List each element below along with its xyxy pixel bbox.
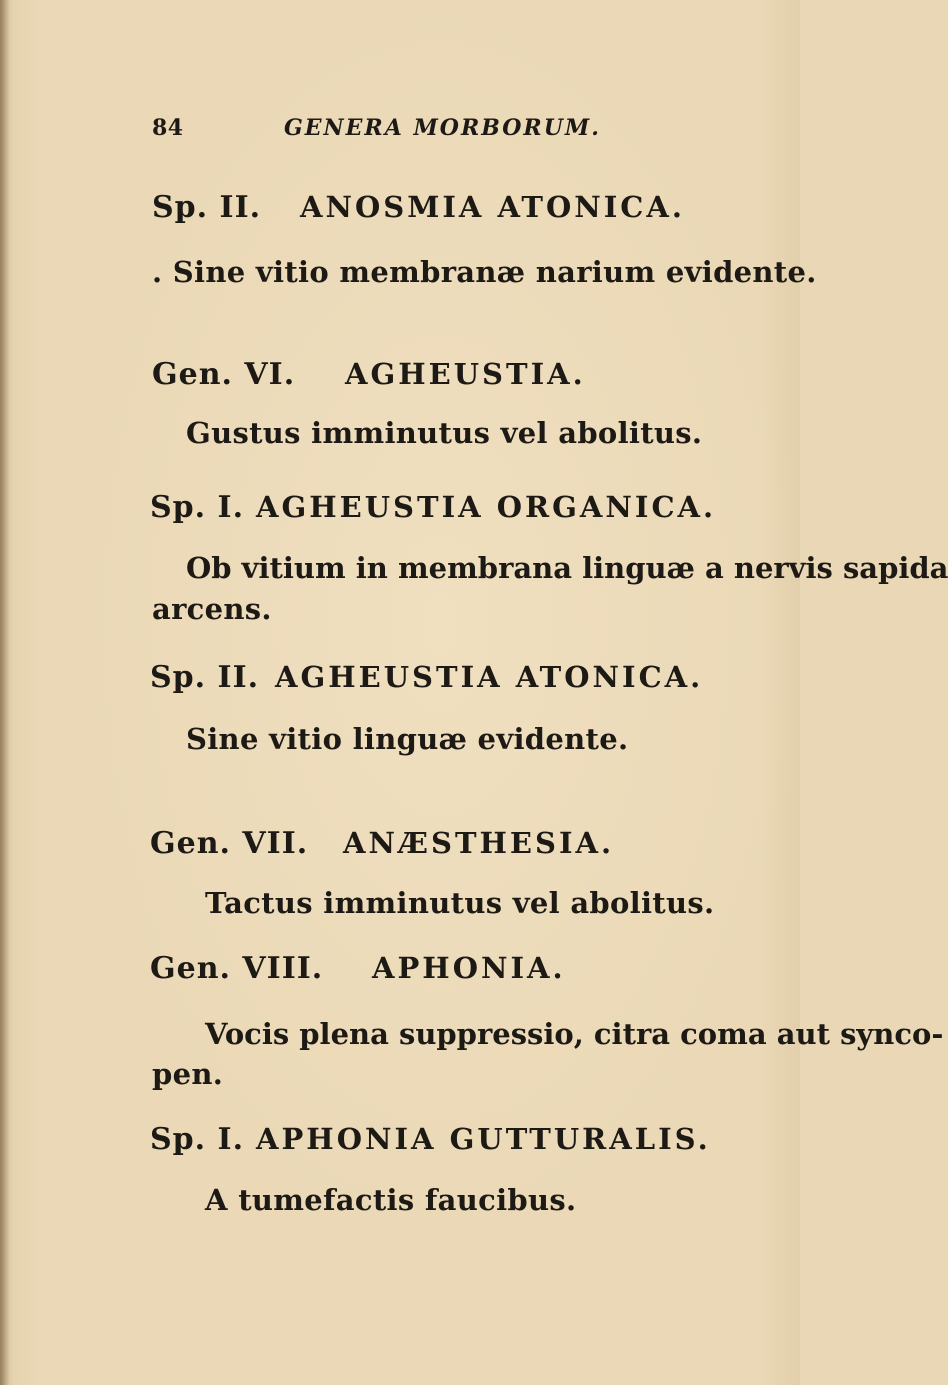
entry-name: APHONIA GUTTURALIS.: [256, 1122, 711, 1156]
entry-description: Tactus imminutus vel abolitus.: [205, 886, 715, 920]
entry-rank: Gen. VI.: [152, 357, 296, 392]
entry-rank: Sp. II.: [150, 660, 260, 695]
entry-name: AGHEUSTIA.: [345, 357, 586, 391]
entry-name: APHONIA.: [372, 951, 566, 985]
entry-description-line-1: Ob vitium in membrana linguæ a nervis sapida: [186, 551, 948, 585]
entry-description: . Sine vitio membranæ narium evidente.: [152, 255, 817, 289]
entry-rank: Sp. II.: [152, 190, 262, 225]
page-number: 84: [152, 115, 184, 141]
entry-name: ANÆSTHESIA.: [343, 826, 615, 860]
entry-rank: Gen. VII.: [150, 826, 309, 861]
entry-description: Gustus imminutus vel abolitus.: [186, 416, 703, 450]
entry-description: Sine vitio linguæ evidente.: [186, 722, 629, 756]
entry-name: AGHEUSTIA ATONICA.: [275, 660, 704, 694]
entry-description-line-2: arcens.: [152, 592, 272, 626]
entry-rank: Sp. I.: [150, 1122, 245, 1157]
entry-description-line-1: Vocis plena suppressio, citra coma aut synco-: [205, 1017, 944, 1051]
entry-rank: Sp. I.: [150, 490, 245, 525]
page-gutter-shadow: [0, 0, 10, 1385]
running-title: GENERA MORBORUM.: [284, 115, 601, 141]
entry-name: ANOSMIA ATONICA.: [300, 190, 685, 224]
entry-description: A tumefactis faucibus.: [205, 1183, 577, 1217]
entry-description-line-2: pen.: [152, 1057, 224, 1091]
entry-rank: Gen. VIII.: [150, 951, 324, 986]
entry-name: AGHEUSTIA ORGANICA.: [256, 490, 717, 524]
